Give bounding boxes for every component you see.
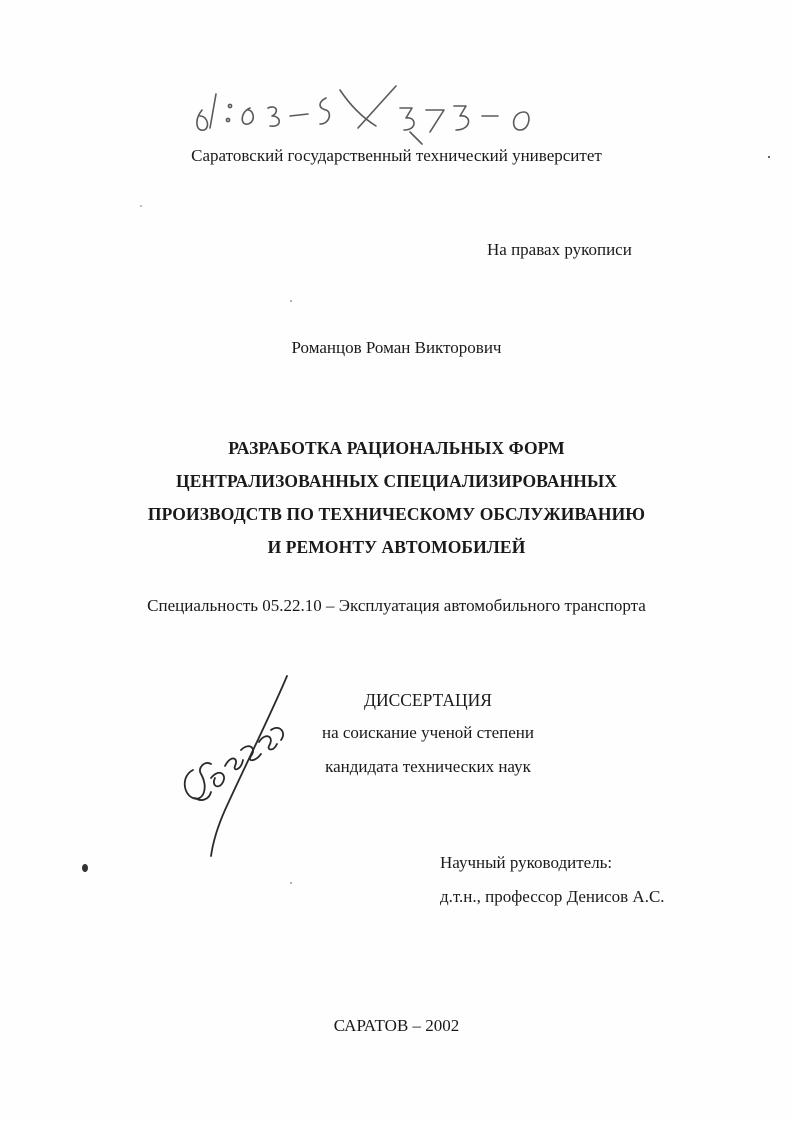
scan-speck <box>140 205 142 207</box>
degree-line-1: на соискание ученой степени <box>321 723 535 742</box>
title-line: РАЗРАБОТКА РАЦИОНАЛЬНЫХ ФОРМ <box>228 438 565 458</box>
city-year: САРАТОВ – 2002 <box>333 1016 460 1035</box>
scan-speck <box>768 156 770 158</box>
specialty-line: Специальность 05.22.10 – Эксплуатация автомобильного транспорта <box>147 596 646 615</box>
supervisor-label: Научный руководитель: <box>440 853 613 872</box>
dissertation-title <box>0 432 793 564</box>
author-name: Романцов Роман Викторович <box>291 338 502 357</box>
manuscript-rights-note: На правах рукописи <box>487 240 632 259</box>
university-name: Саратовский государственный технический университет <box>191 146 602 165</box>
supervisor-name: д.т.н., профессор Денисов А.С. <box>440 887 665 906</box>
author-signature <box>175 670 305 860</box>
title-line: ЦЕНТРАЛИЗОВАННЫХ СПЕЦИАЛИЗИРОВАННЫХ <box>175 471 618 491</box>
scan-speck <box>290 300 292 302</box>
degree-line-2: кандидата технических наук <box>325 757 531 776</box>
handwritten-archive-number <box>190 72 560 152</box>
dissertation-label: ДИССЕРТАЦИЯ <box>364 690 492 710</box>
title-line: ПРОИЗВОДСТВ ПО ТЕХНИЧЕСКОМУ ОБСЛУЖИВАНИЮ <box>147 504 646 524</box>
title-line: И РЕМОНТУ АВТОМОБИЛЕЙ <box>267 537 526 557</box>
scan-speck <box>82 864 88 872</box>
scan-speck <box>290 882 292 884</box>
